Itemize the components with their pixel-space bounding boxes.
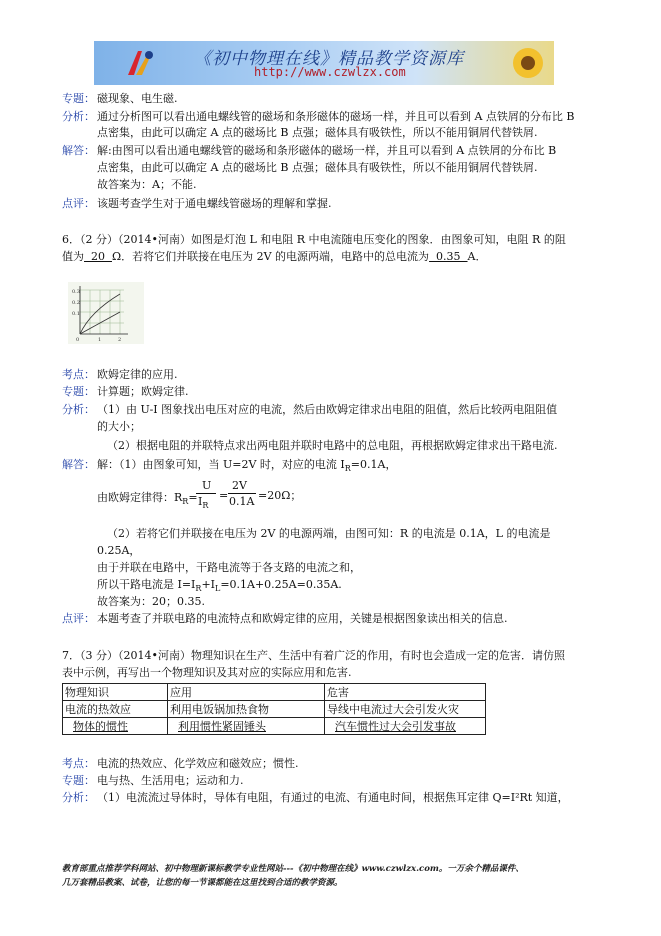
q5-analysis-1: 通过分析图可以看出通电螺线管的磁场和条形磁体的磁场一样，并且可以看到 A 点铁屑的分布比 B [97,110,575,123]
table-row [63,701,486,718]
q6-solution-6: 故答案为：20；0.35. [97,595,205,608]
q6-analysis-3: （2）根据电阻的并联特点求出两电阻并联时电路中的总电阻，再根据欧姆定律求出干路电流. [107,439,558,452]
iu-graph-figure [68,282,144,344]
footer-line-1: 教育部重点推荐学科网站、初中物理新课标教学专业性网站---《初中物理在线》www.czwlzx.com。一万余个精品课件、 [62,864,524,874]
table-cell: 利用惯性紧固锤头 [168,718,325,735]
q5-topic: 磁现象、电生磁. [97,92,178,105]
q5-analysis-2: 点密集，由此可以确定 A 点的磁场比 B 点强；磁体具有吸铁性，所以不能用铜屑代替铁屑. [97,126,538,139]
q5-solution-1: 解:由图可以看出通电螺线管的磁场和条形磁体的磁场一样，并且可以看到 A 点铁屑的分布比 B [97,144,557,157]
q5-topic-label: 专题： [62,92,95,105]
q6-solution-label: 解答： [62,458,95,471]
table-cell: 电流的热效应 [63,701,168,718]
table-cell: 利用电饭锅加热食物 [168,701,325,718]
ohm-result: =20Ω； [258,489,302,502]
q6-solution-1: 解：（1）由图象可知，当 U=2V 时，对应的电流 $I_R=0.1A$， [97,458,397,474]
q6-analysis-label: 分析： [62,403,95,416]
table-header-cell: 物理知识 [63,684,168,701]
q7-analysis-1: （1）电流流过导体时，导体有电阻，有通过的电流、有通电时间，根据焦耳定律 Q=I²Rt 知道， [97,791,569,804]
logo-icon [124,47,156,79]
svg-text:0.2: 0.2 [72,300,80,306]
q7-stem-1: 7．（3 分）（2014•河南）物理知识在生产、生活中有着广泛的作用，有时也会造成一定的危害．请仿照 [62,649,565,662]
q5-solution-label: 解答： [62,144,95,157]
q5-comment-label: 点评： [62,197,95,210]
q6-comment: 本题考查了并联电路的电流特点和欧姆定律的应用，关键是根据图象读出相关的信息. [97,612,508,625]
q6-topic-label: 专题： [62,385,95,398]
svg-text:2: 2 [118,337,122,343]
svg-text:0.3: 0.3 [72,289,80,295]
table-cell: 汽车惯性过大会引发事故 [325,718,486,735]
fraction-bar-2 [228,493,256,494]
ohm-eq-2: = [219,489,229,502]
ohm-formula-prefix: 由欧姆定律得：$R_R=$ [97,491,198,507]
q6-solution-5: 所以干路电流是 $I=I_R+I_L=0.1A+0.25A=0.35A$. [97,578,342,594]
svg-text:1: 1 [98,337,102,343]
fraction-bar-1 [196,493,216,494]
sunflower-icon [506,43,550,83]
ohm-num-1: U [202,479,212,492]
svg-text:0: 0 [76,337,80,343]
q6-answer-blank-2: 0.35 [429,250,468,263]
table-header-row [63,684,486,701]
q6-analysis-1: （1）由 U-I 图象找出电压对应的电流，然后由欧姆定律求出电阻的阻值，然后比较两电阻阻值 [97,403,558,416]
q7-point-label: 考点： [62,757,95,770]
table-header-cell: 应用 [168,684,325,701]
table-cell: 物体的惯性 [63,718,168,735]
banner-title: 《初中物理在线》精品教学资源库 [194,49,464,69]
q7-topic: 电与热、生活用电；运动和力. [97,774,244,787]
header-banner [94,41,554,85]
svg-text:0.1: 0.1 [72,311,80,317]
q5-comment: 该题考查学生对于通电螺线管磁场的理解和掌握. [97,197,332,210]
knowledge-table [62,683,486,735]
q5-analysis-label: 分析： [62,110,95,123]
banner-url: http://www.czwlzx.com [254,65,406,79]
q6-stem-2: 值为 20 Ω．若将它们并联接在电压为 2V 的电源两端，电路中的总电流为 0.35 A． [62,250,487,263]
q6-point: 欧姆定律的应用. [97,368,178,381]
ohm-den-1: $I_R$ [198,495,209,511]
table-cell: 导线中电流过大会引发火灾 [325,701,486,718]
q6-point-label: 考点： [62,368,95,381]
footer-line-2: 几万套精品教案、试卷，让您的每一节课都能在这里找到合适的教学资源。 [62,878,343,888]
q7-topic-label: 专题： [62,774,95,787]
q6-stem-1: 6．（2 分）（2014•河南）如图是灯泡 L 和电阻 R 中电流随电压变化的图象．由图象可知，电阻 R 的阻 [62,233,566,246]
ohm-den-2: 0.1A [229,495,255,508]
q7-point: 电流的热效应、化学效应和磁效应；惯性. [97,757,299,770]
table-header-cell: 危害 [325,684,486,701]
q7-stem-2: 表中示例，再写出一个物理知识及其对应的实际应用和危害. [62,666,352,679]
table-row [63,718,486,735]
q6-solution-2: （2）若将它们并联接在电压为 2V 的电源两端，由图可知：R 的电流是 0.1A，L 的电流是 [107,527,551,540]
q6-answer-blank-1: 20 [84,250,112,263]
q6-solution-3: 0.25A， [97,544,141,557]
q6-analysis-2: 的大小； [97,420,141,433]
q6-comment-label: 点评： [62,612,95,625]
q6-solution-4: 由于并联在电路中，干路电流等于各支路的电流之和， [97,561,361,574]
q5-solution-2: 点密集，由此可以确定 A 点的磁场比 B 点强；磁体具有吸铁性，所以不能用铜屑代替铁屑. [97,161,538,174]
q6-topic: 计算题；欧姆定律. [97,385,189,398]
ohm-num-2: 2V [232,479,247,492]
q5-solution-3: 故答案为：A；不能. [97,178,197,191]
q7-analysis-label: 分析： [62,791,95,804]
